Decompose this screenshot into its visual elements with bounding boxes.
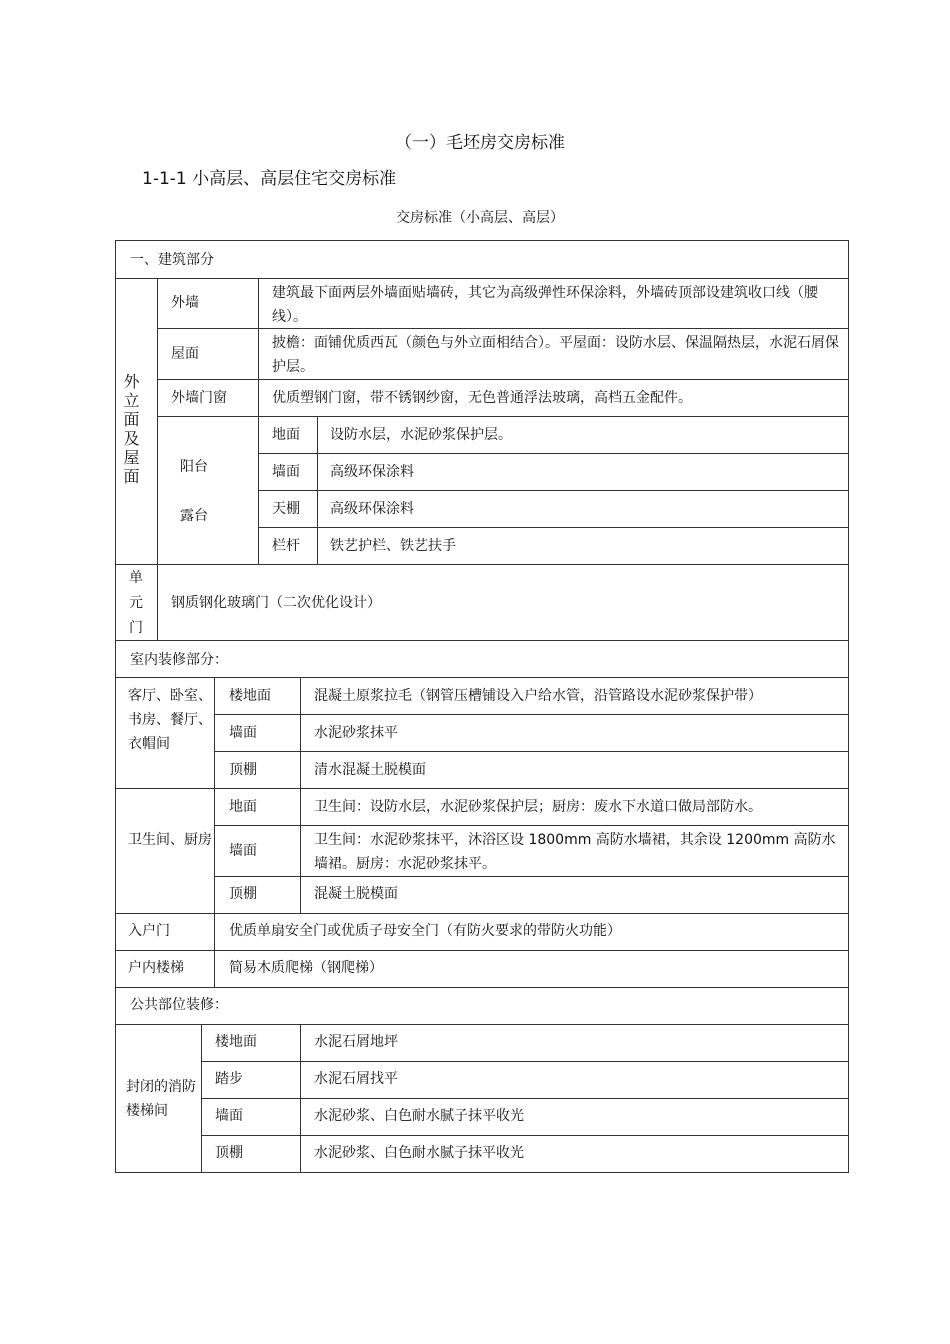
grid-line bbox=[201, 1098, 848, 1099]
grid-line bbox=[214, 677, 215, 987]
grid-line bbox=[258, 278, 259, 564]
living-ceiling-label: 顶棚 bbox=[229, 762, 257, 778]
unit-door-label: 单元门 bbox=[129, 570, 143, 636]
indoor-stairs-label: 户内楼梯 bbox=[128, 960, 184, 976]
table-border-right bbox=[848, 240, 849, 1173]
balcony-ceiling-label: 天棚 bbox=[272, 501, 300, 517]
facade-roof-group-label: 外立面及屋面 bbox=[123, 372, 140, 486]
table-caption: 交房标准（小高层、高层） bbox=[396, 210, 564, 226]
balcony-railing-label: 栏杆 bbox=[272, 538, 300, 554]
balcony-wall-label: 墙面 bbox=[272, 464, 300, 480]
grid-line bbox=[115, 950, 848, 951]
exterior-wall-value: 建筑最下面两层外墙面贴墙砖，其它为高级弹性环保涂料，外墙砖顶部设建筑收口线（腰线）。 bbox=[272, 285, 818, 325]
grid-line bbox=[115, 640, 848, 641]
section-subheading: 1-1-1 小高层、高层住宅交房标准 bbox=[142, 169, 397, 189]
fire-stair-wall-label: 墙面 bbox=[215, 1108, 243, 1124]
fire-stair-steps-value: 水泥石屑找平 bbox=[314, 1071, 398, 1087]
bath-ceiling-label: 顶棚 bbox=[229, 886, 257, 902]
balcony-ceiling-value: 高级环保涂料 bbox=[330, 501, 414, 517]
balcony-wall-value: 高级环保涂料 bbox=[330, 464, 414, 480]
balcony-floor-label: 地面 bbox=[272, 427, 300, 443]
bath-ceiling-value: 混凝土脱模面 bbox=[314, 886, 398, 902]
fire-stair-ceiling-value: 水泥砂浆、白色耐水腻子抹平收光 bbox=[314, 1145, 524, 1161]
living-wall-label: 墙面 bbox=[229, 725, 257, 741]
living-wall-value: 水泥砂浆抹平 bbox=[314, 725, 398, 741]
living-floor-value: 混凝土原浆拉毛（钢管压槽铺设入户给水管，沿管路设水泥砂浆保护带） bbox=[314, 688, 762, 704]
grid-line bbox=[157, 278, 158, 640]
section-header-public: 公共部位装修： bbox=[130, 997, 228, 1013]
living-rooms-label: 客厅、卧室、书房、餐厅、衣帽间 bbox=[128, 688, 212, 752]
roof-value: 披檐：面铺优质西瓦（颜色与外立面相结合）。平屋面：设防水层、保温隔热层，水泥石屑保护层。 bbox=[272, 335, 839, 375]
grid-line bbox=[258, 490, 848, 491]
section-header-interior: 室内装修部分： bbox=[130, 652, 228, 668]
grid-line bbox=[214, 825, 848, 826]
grid-line bbox=[214, 714, 848, 715]
grid-line bbox=[115, 788, 848, 789]
fire-stair-label: 封闭的消防楼梯间 bbox=[126, 1079, 196, 1119]
grid-line bbox=[115, 677, 848, 678]
entry-door-value: 优质单扇安全门或优质子母安全门（有防火要求的带防火功能） bbox=[229, 923, 621, 939]
bath-wall-value: 卫生间：水泥砂浆抹平，沐浴区设 1800mm 高防水墙裙，其余设 1200mm 高防水墙裙。厨房：水泥砂浆抹平。 bbox=[314, 832, 836, 872]
indoor-stairs-value: 简易木质爬梯（钢爬梯） bbox=[229, 960, 383, 976]
exterior-wall-label: 外墙 bbox=[171, 295, 199, 311]
grid-line bbox=[201, 1061, 848, 1062]
fire-stair-steps-label: 踏步 bbox=[215, 1071, 243, 1087]
grid-line bbox=[157, 416, 848, 417]
section-header-building: 一、建筑部分 bbox=[130, 252, 214, 268]
grid-line bbox=[214, 751, 848, 752]
living-ceiling-value: 清水混凝土脱模面 bbox=[314, 762, 426, 778]
bath-wall-label: 墙面 bbox=[229, 843, 257, 859]
balcony-label: 阳台 bbox=[180, 459, 208, 475]
grid-line bbox=[115, 1024, 848, 1025]
bath-kitchen-label: 卫生间、厨房 bbox=[128, 832, 212, 848]
grid-line bbox=[115, 987, 848, 988]
living-floor-label: 楼地面 bbox=[229, 688, 271, 704]
grid-line bbox=[258, 527, 848, 528]
entry-door-label: 入户门 bbox=[128, 923, 170, 939]
fire-stair-floor-value: 水泥石屑地坪 bbox=[314, 1034, 398, 1050]
table-border-top bbox=[115, 240, 848, 241]
bath-floor-label: 地面 bbox=[229, 799, 257, 815]
table-border-bottom bbox=[115, 1172, 848, 1173]
fire-stair-ceiling-label: 顶棚 bbox=[215, 1145, 243, 1161]
grid-line bbox=[201, 1135, 848, 1136]
grid-line bbox=[157, 379, 848, 380]
grid-line bbox=[258, 453, 848, 454]
exterior-windows-label: 外墙门窗 bbox=[171, 390, 227, 406]
exterior-windows-value: 优质塑钢门窗，带不锈钢纱窗，无色普通浮法玻璃，高档五金配件。 bbox=[272, 390, 692, 406]
table-border-left bbox=[115, 240, 116, 1173]
roof-label: 屋面 bbox=[171, 346, 199, 362]
grid-line bbox=[115, 913, 848, 914]
fire-stair-floor-label: 楼地面 bbox=[215, 1034, 257, 1050]
unit-door-value: 钢质钢化玻璃门（二次优化设计） bbox=[171, 595, 381, 611]
grid-line bbox=[201, 1024, 202, 1173]
grid-line bbox=[115, 278, 848, 279]
balcony-railing-value: 铁艺护栏、铁艺扶手 bbox=[330, 538, 456, 554]
terrace-label: 露台 bbox=[180, 508, 208, 524]
document-heading: （一）毛坯房交房标准 bbox=[395, 133, 565, 153]
bath-floor-value: 卫生间：设防水层，水泥砂浆保护层；厨房：废水下水道口做局部防水。 bbox=[314, 799, 762, 815]
grid-line bbox=[317, 416, 318, 564]
fire-stair-wall-value: 水泥砂浆、白色耐水腻子抹平收光 bbox=[314, 1108, 524, 1124]
grid-line bbox=[300, 1024, 301, 1173]
balcony-floor-value: 设防水层，水泥砂浆保护层。 bbox=[330, 427, 512, 443]
grid-line bbox=[214, 876, 848, 877]
grid-line bbox=[115, 564, 848, 565]
grid-line bbox=[300, 677, 301, 913]
